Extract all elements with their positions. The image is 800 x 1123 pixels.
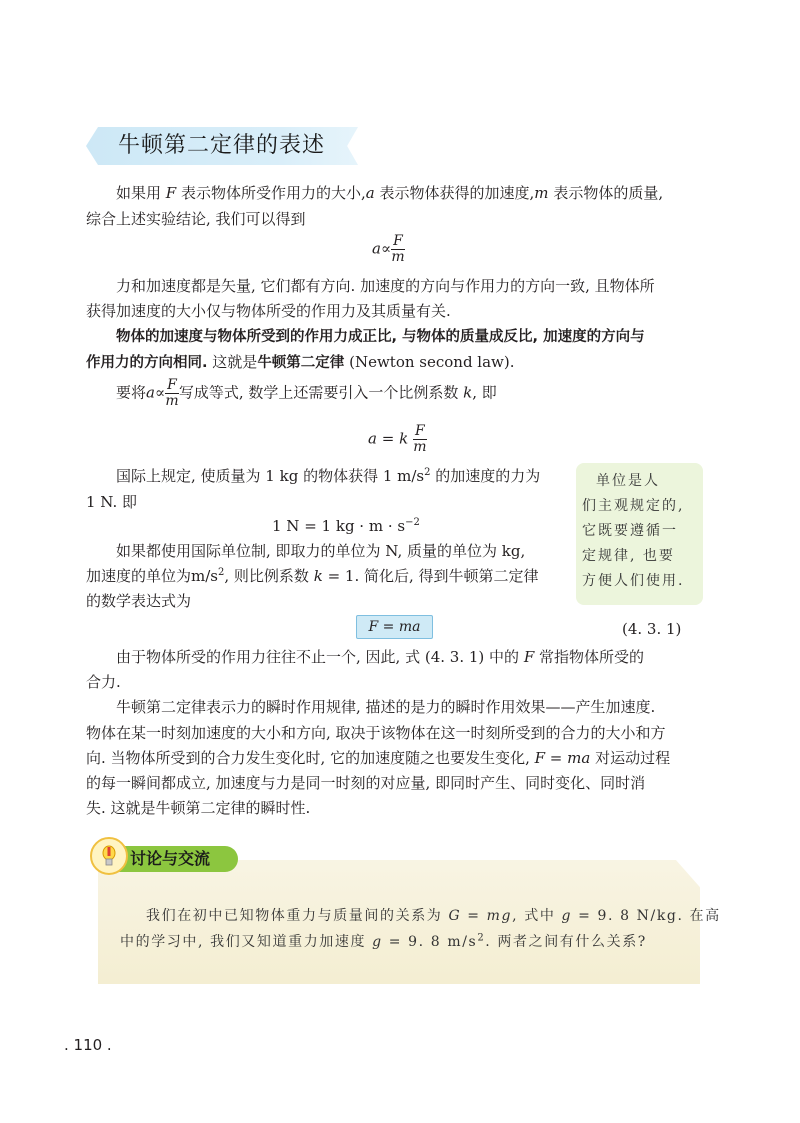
- discussion-line-1: 我们在初中已知物体重力与质量间的关系为 G = mg, 式中 g = 9. 8 N/kg. 在高: [146, 908, 721, 924]
- paragraph-6-line-2: 加速度的单位为$m/s^2$, 则比例系数 k = 1. 简化后, 得到牛顿第二定律: [86, 567, 539, 585]
- equation-proportion: a∝ $\frac{F}{m}$: [372, 233, 405, 265]
- paragraph-8-line-4: 的每一瞬间都成立, 加速度与力是同一时刻的对应量, 即同时产生、同时变化、同时消: [86, 774, 646, 792]
- paragraph-8-line-1: 牛顿第二定律表示力的瞬时作用规律, 描述的是力的瞬时作用效果——产生加速度.: [116, 698, 656, 716]
- side-note-line: 定规律, 也要: [582, 548, 675, 564]
- side-note-line: 单位是人: [596, 473, 660, 489]
- section-title: 牛顿第二定律的表述: [118, 133, 326, 158]
- side-note-line: 方便人们使用.: [582, 573, 685, 589]
- paragraph-1-line-1: 如果用 F 表示物体所受作用力的大小,a 表示物体获得的加速度,m 表示物体的质量,: [116, 184, 664, 202]
- paragraph-6-line-1: 如果都使用国际单位制, 即取力的单位为 N, 质量的单位为 kg,: [116, 542, 526, 560]
- paragraph-8-line-3: 向. 当物体所受到的合力发生变化时, 它的加速度随之也要发生变化, F = ma 对运动过程: [86, 749, 671, 767]
- formula-f-equals-ma: F = ma: [356, 615, 433, 639]
- discussion-title: 讨论与交流: [130, 849, 211, 868]
- paragraph-5-line-1: 国际上规定, 使质量为 1 kg 的物体获得 1 $m/s^2$ 的加速度的力为: [116, 467, 541, 485]
- paragraph-6-line-3: 的数学表达式为: [86, 592, 192, 610]
- paragraph-1-line-2: 综合上述实验结论, 我们可以得到: [86, 210, 306, 228]
- paragraph-7-line-1: 由于物体所受的作用力往往不止一个, 因此, 式 (4. 3. 1) 中的 F 常指物体所受的: [116, 648, 645, 666]
- lightbulb-icon: [90, 837, 128, 875]
- paragraph-8-line-2: 物体在某一时刻加速度的大小和方向, 取决于该物体在这一时刻所受到的合力的大小和方: [86, 724, 666, 742]
- side-note-line: 们主观规定的,: [582, 498, 685, 514]
- law-statement-line-1: 物体的加速度与物体所受到的作用力成正比, 与物体的质量成反比, 加速度的方向与: [116, 329, 645, 345]
- paragraph-2-line-2: 获得加速度的大小仅与物体所受的作用力及其质量有关.: [86, 302, 451, 320]
- equation-with-constant: a = k $\frac{F}{m}$: [368, 423, 427, 455]
- paragraph-7-line-2: 合力.: [86, 673, 121, 691]
- paragraph-4: 要将a∝ $\frac{F}{m}$ 写成等式, 数学上还需要引入一个比例系数 k, 即: [116, 377, 497, 409]
- discussion-line-2: 中的学习中, 我们又知道重力加速度 g = 9. 8 $m/s^2$. 两者之间有什么关系?: [120, 932, 647, 950]
- paragraph-8-line-5: 失. 这就是牛顿第二定律的瞬时性.: [86, 799, 311, 817]
- paragraph-5-line-2: 1 N. 即: [86, 493, 138, 511]
- side-note-line: 它既要遵循一: [582, 523, 678, 539]
- side-note-box: [576, 463, 703, 605]
- equation-number: (4. 3. 1): [622, 620, 682, 638]
- equation-newton-unit: 1 N = 1 kg · $m \cdot s^{-2}$: [272, 517, 420, 535]
- law-statement-line-2: 作用力的方向相同. 这就是牛顿第二定律 (Newton second law).: [86, 353, 515, 371]
- paragraph-2-line-1: 力和加速度都是矢量, 它们都有方向. 加速度的方向与作用力的方向一致, 且物体所: [116, 277, 655, 295]
- page-number: . 110 .: [64, 1036, 112, 1054]
